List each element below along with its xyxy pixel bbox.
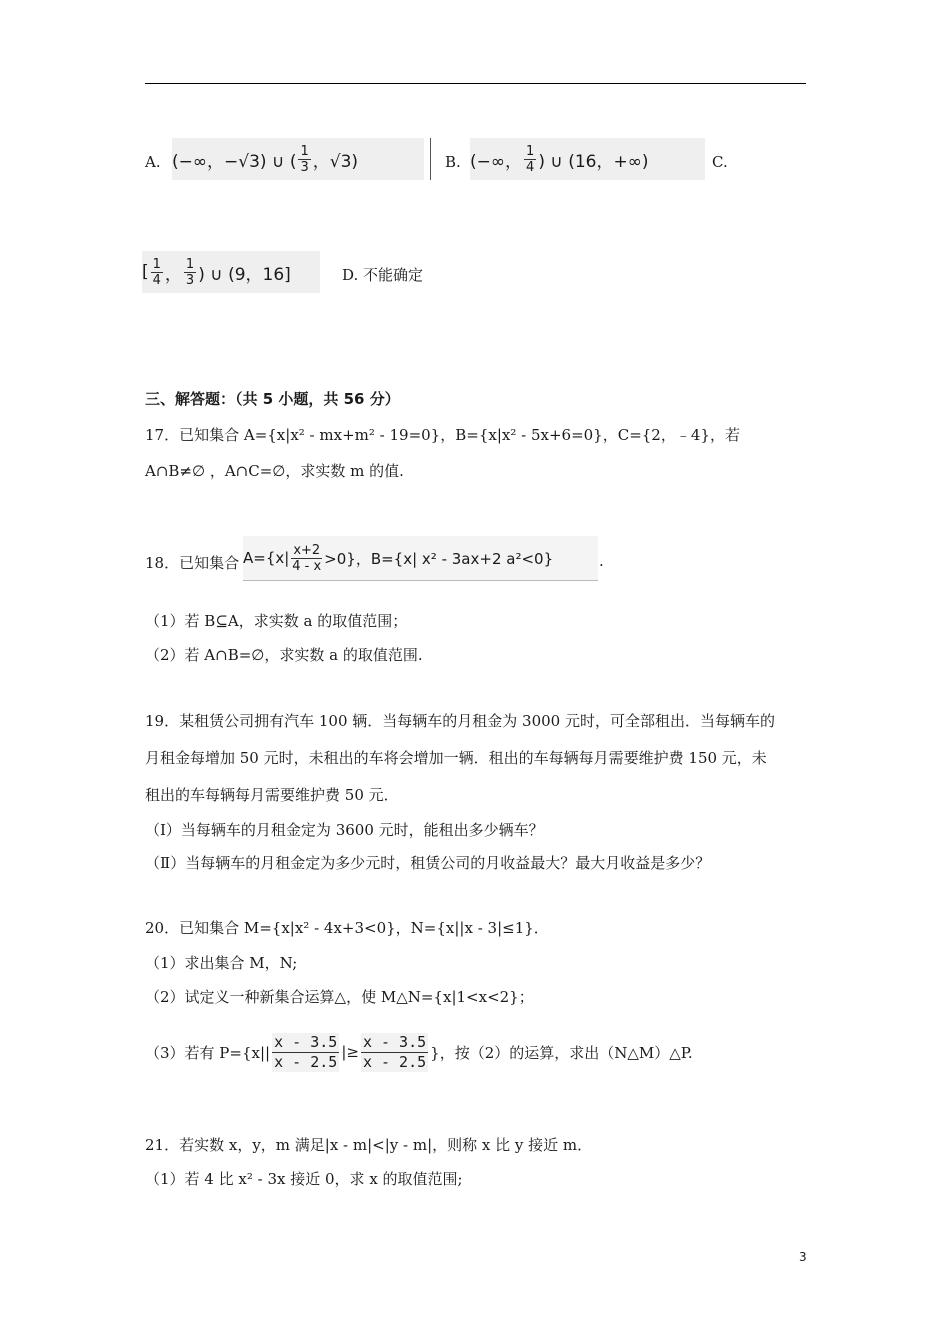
q19-sub2: （Ⅱ）当每辆车的月租金定为多少元时，租赁公司的月收益最大？最大月收益是多少？: [145, 854, 711, 872]
option-c-label: C.: [712, 153, 728, 171]
option-a-math: [172, 138, 424, 180]
q18-math-a: A={x|: [243, 549, 290, 567]
q18-prefix: 18．已知集合: [145, 554, 240, 572]
option-a-label: A.: [145, 153, 161, 171]
option-b-math-start: (−∞，: [470, 151, 523, 172]
q18-end: .: [599, 552, 604, 570]
option-a-math-start: (−∞，−√3) ∪ (: [172, 151, 297, 172]
q19-line1: 19．某租赁公司拥有汽车 100 辆．当每辆车的月租金为 3000 元时，可全部租出．当每辆车的: [145, 712, 775, 730]
option-divider: [430, 138, 431, 180]
q18-fraction: $\frac{x+2}{4 - x}$: [292, 542, 322, 574]
page-number: 3: [799, 1250, 807, 1264]
section-title: 三、解答题：（共 5 小题，共 56 分）: [145, 390, 400, 408]
q19-line3: 租出的车每辆每月需要维护费 50 元．: [145, 786, 399, 804]
q20-sub1: （1）求出集合 M，N;: [145, 954, 298, 972]
q17-line2: A∩B≠∅ ，A∩C=∅，求实数 m 的值.: [145, 462, 404, 480]
q18-sub2: （2）若 A∩B=∅，求实数 a 的取值范围.: [145, 646, 423, 664]
option-b-math: [470, 138, 705, 180]
q20-fraction-2: $\frac{x - 3.5}{x - 2.5}$: [362, 1032, 427, 1071]
q18-math-rest: >0}，B={x| x² - 3ax+2 a²<0}: [324, 549, 554, 568]
option-d: D. 不能确定: [342, 266, 424, 284]
header-rule: [145, 83, 806, 84]
q20-line1: 20．已知集合 M={x|x² - 4x+3<0}，N={x||x - 3|≤1}．: [145, 919, 549, 937]
option-c-fraction-2: $\frac{1}{3}$: [185, 256, 195, 288]
option-a-fraction: $\frac{1}{3}$: [300, 143, 309, 175]
q17-line1: 17．已知集合 A={x|x² - mx+m² - 19=0}，B={x|x² - 5x+6=0}，C={2，﹣4}，若: [145, 426, 740, 444]
q20-sub2: （2）试定义一种新集合运算△，使 M△N={x|1<x<2}；: [145, 988, 534, 1006]
option-c-math: [ $\frac{1}{4}$ ， $\frac{1}{3}$ ) ∪ (9，16]: [142, 251, 320, 293]
option-b-fraction: $\frac{1}{4}$: [526, 143, 535, 175]
q18-math: [243, 536, 598, 581]
q20-sub3-prefix: （3）若有 P={x||: [145, 1043, 271, 1062]
option-c-math-start: [: [142, 262, 149, 282]
option-a-math-end: ，√3): [312, 151, 359, 172]
q19-line2: 月租金每增加 50 元时，未租出的车将会增加一辆．租出的车每辆每月需要维护费 150 元，未: [145, 749, 767, 767]
option-c-fraction-1: $\frac{1}{4}$: [152, 256, 161, 288]
option-c-math-end: ) ∪ (9，16]: [198, 264, 291, 285]
option-b-label: B.: [445, 153, 461, 171]
q19-sub1: （Ⅰ）当每辆车的月租金定为 3600 元时，能租出多少辆车？: [145, 821, 544, 839]
q18-sub1: （1）若 B⊆A，求实数 a 的取值范围；: [145, 612, 408, 630]
q21-line1: 21．若实数 x，y，m 满足|x - m|<|y - m|，则称 x 比 y 接近 m．: [145, 1136, 593, 1154]
q20-mid: |≥: [341, 1043, 359, 1061]
q20-sub3-suffix: }，按（2）的运算，求出（N△M）△P.: [430, 1043, 693, 1062]
q21-sub1: （1）若 4 比 x² - 3x 接近 0，求 x 的取值范围;: [145, 1170, 463, 1188]
q20-sub3: [145, 1030, 693, 1074]
option-b-math-end: ) ∪ (16，+∞): [538, 151, 649, 172]
q20-fraction-1: $\frac{x - 3.5}{x - 2.5}$: [274, 1032, 338, 1071]
